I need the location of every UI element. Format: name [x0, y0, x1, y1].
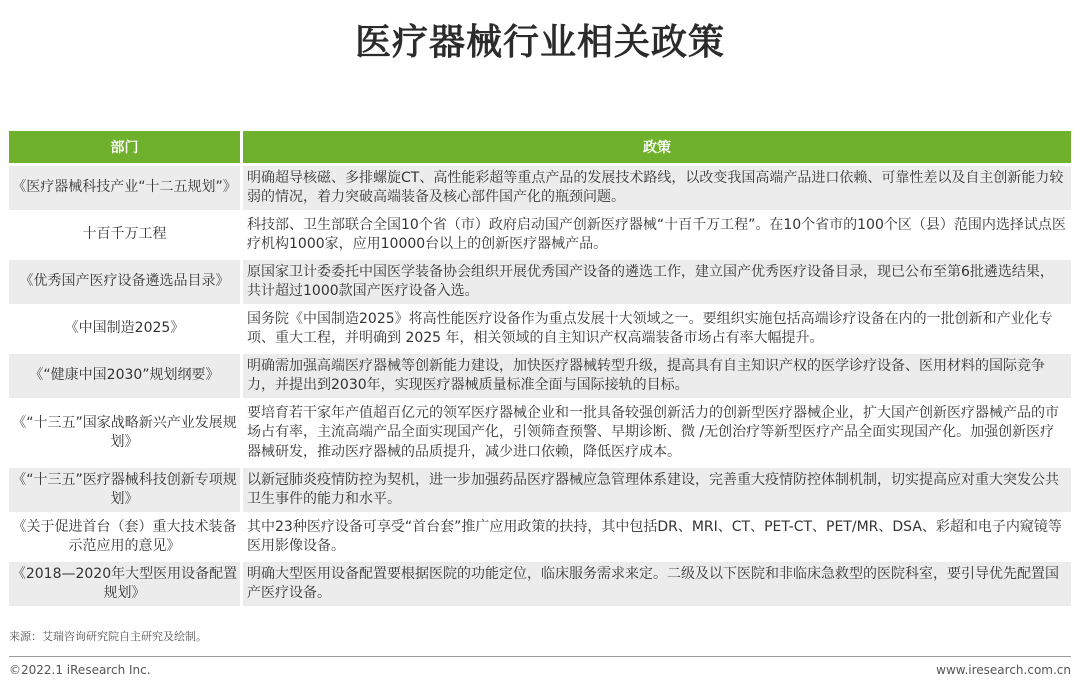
department-cell: 《“十三五”医疗器械科技创新专项规划》 [9, 468, 243, 512]
column-header-department: 部门 [9, 131, 243, 163]
table-row [9, 213, 1071, 257]
source-note: 来源：艾瑞咨询研究院自主研究及绘制。 [9, 630, 207, 643]
policy-cell: 明确超导核磁、多排螺旋CT、高性能彩超等重点产品的发展技术路线，以改变我国高端产品进口依赖、可靠性差以及自主创新能力较弱的情况，着力突破高端装备及核心部件国产化的瓶颈问题。 [243, 166, 1071, 210]
department-cell: 《2018—2020年大型医用设备配置规划》 [9, 562, 243, 606]
policy-table [9, 128, 1071, 609]
table-row [9, 515, 1071, 559]
copyright-text: ©2022.1 iResearch Inc. [9, 663, 151, 677]
department-cell: 十百千万工程 [9, 213, 243, 257]
department-cell: 《“十三五”国家战略新兴产业发展规划》 [9, 401, 243, 465]
department-cell: 《优秀国产医疗设备遴选品目录》 [9, 260, 243, 304]
policy-cell: 明确需加强高端医疗器械等创新能力建设，加快医疗器械转型升级，提高具有自主知识产权的医学诊疗设备、医用材料的国际竞争力，并提出到2030年，实现医疗器械质量标准全面与国际接轨的目标。 [243, 354, 1071, 398]
table-row [9, 307, 1071, 351]
footer-divider [9, 656, 1071, 657]
column-header-policy: 政策 [243, 131, 1071, 163]
table-row [9, 401, 1071, 465]
policy-cell: 其中23种医疗设备可享受“首台套”推广应用政策的扶持，其中包括DR、MRI、CT、PET-CT、PET/MR、DSA、彩超和电子内窥镜等医用影像设备。 [243, 515, 1071, 559]
department-cell: 《中国制造2025》 [9, 307, 243, 351]
department-cell: 《“健康中国2030”规划纲要》 [9, 354, 243, 398]
department-cell: 《医疗器械科技产业“十二五规划”》 [9, 166, 243, 210]
website-link[interactable]: www.iresearch.com.cn [936, 663, 1071, 677]
page-title: 医疗器械行业相关政策 [354, 22, 725, 63]
policy-cell: 明确大型医用设备配置要根据医院的功能定位，临床服务需求来定。二级及以下医院和非临床急救型的医院科室，要引导优先配置国产医疗设备。 [243, 562, 1071, 606]
policy-cell: 原国家卫计委委托中国医学装备协会组织开展优秀国产设备的遴选工作，建立国产优秀医疗设备目录，现已公布至第6批遴选结果，共计超过1000款国产医疗设备入选。 [243, 260, 1071, 304]
table-row [9, 562, 1071, 606]
table-row [9, 260, 1071, 304]
table-header-row [9, 131, 1071, 163]
table-row [9, 468, 1071, 512]
policy-cell: 要培育若干家年产值超百亿元的领军医疗器械企业和一批具备较强创新活力的创新型医疗器械企业，扩大国产创新医疗器械产品的市场占有率，主流高端产品全面实现国产化，引领筛查预警、早期诊断、微 /无创治疗等新型医疗产品全面实现国产化。加强创新医疗器械研发，推动医疗器械的品质提升，减少进口依赖，降低医疗成本。 [243, 401, 1071, 465]
department-cell: 《关于促进首台（套）重大技术装备示范应用的意见》 [9, 515, 243, 559]
policy-cell: 国务院《中国制造2025》将高性能医疗设备作为重点发展十大领域之一。要组织实施包括高端诊疗设备在内的一批创新和产业化专项、重大工程，并明确到 2025 年，相关领域的自主知识产权高端装备市场占有率大幅提升。 [243, 307, 1071, 351]
table-row [9, 166, 1071, 210]
table-row [9, 354, 1071, 398]
policy-cell: 科技部、卫生部联合全国10个省（市）政府启动国产创新医疗器械“十百千万工程”。在10个省市的100个区（县）范围内选择试点医疗机构1000家，应用10000台以上的创新医疗器械产品。 [243, 213, 1071, 257]
policy-cell: 以新冠肺炎疫情防控为契机，进一步加强药品医疗器械应急管理体系建设，完善重大疫情防控体制机制，切实提高应对重大突发公共卫生事件的能力和水平。 [243, 468, 1071, 512]
